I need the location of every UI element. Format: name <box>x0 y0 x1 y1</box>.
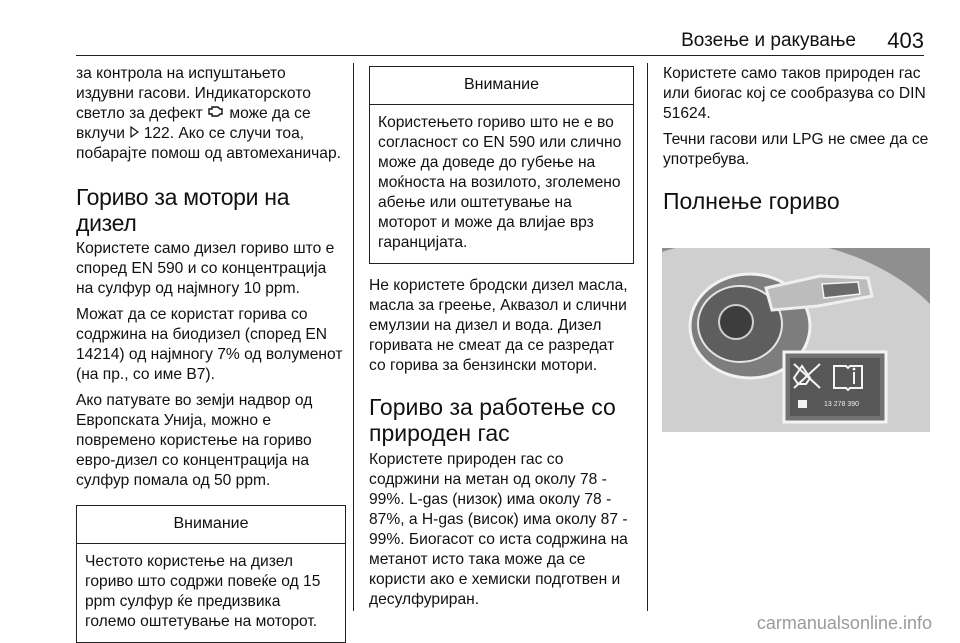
section-title: Возење и ракување <box>681 30 856 51</box>
engine-check-icon <box>207 104 225 124</box>
warning-title: Внимание <box>77 506 345 544</box>
intro-paragraph: за контрола на испуштањето издувни гасови. Индикаторското светло за дефект може да се вклучи 122. Ако се случи тоа, побарајте помош од автомеханичар. <box>76 65 341 163</box>
page-header <box>0 0 960 60</box>
column-divider-1 <box>353 63 354 611</box>
warning-box-1 <box>76 505 346 643</box>
figure-label-icon <box>798 400 807 408</box>
diesel-paragraph-3: Ако патувате во земји надвор од Европската Унија, можно е повремено користење на гориво евро-дизел со концентрација на сулфур помала од 50 ppm. <box>76 392 313 490</box>
column-divider-2 <box>647 63 648 611</box>
lpg-paragraph: Течни гасови или LPG не смее да се употребува. <box>663 131 929 168</box>
fuel-type-label-icon <box>790 358 880 403</box>
triangle-reference-icon <box>129 124 139 144</box>
page-number: 403 <box>887 28 924 53</box>
heading-refueling: Полнење гориво <box>663 188 840 214</box>
warning-text: Честото користење на дизел гориво што содржи повеќе од 15 ppm сулфур ќе предизвика големо оштетување на моторот. <box>85 553 321 631</box>
fuel-filler-figure <box>662 248 930 432</box>
column-2 <box>369 64 634 610</box>
header-divider <box>76 55 924 56</box>
fuel-flap-illustration <box>662 248 930 432</box>
page-reference[interactable]: 122 <box>143 125 170 143</box>
heading-natural-gas: Гориво за работење со природен гас <box>369 394 616 446</box>
warning-box-2 <box>369 66 634 264</box>
natural-gas-paragraph: Користете природен гас со содржини на метан од околу 78 - 99%. L-gas (низок) има околу 78 - 87%, а H-gas (висок) има околу 87 - 99%. Биогасот со иста содржина на метанот исто така може да се користи ако е хемиски подготвен и десулфуриран. <box>369 451 628 608</box>
column-3 <box>663 64 933 214</box>
biogas-paragraph: Користете само таков природен гас или биогас кој се сообразува со DIN 51624. <box>663 65 926 122</box>
watermark: carmanualsonline.info <box>756 613 932 633</box>
figure-id: 13 278 390 <box>824 401 860 408</box>
column-1 <box>76 64 346 643</box>
warning-text: Користењето гориво што не е во согласност со EN 590 или слично може да доведе до губење на моќноста на возилото, зголемено абење или оштетување на моторот и може да влијае врз гаранцијата. <box>378 114 622 251</box>
diesel-paragraph-1: Користете само дизел гориво што е според EN 590 и со концентрација на сулфур од најмногу 10 ppm. <box>76 240 335 298</box>
warning-title: Внимание <box>370 67 633 105</box>
marine-diesel-paragraph: Не користете бродски дизел масла, масла за греење, Аквазол и слични емулзии на дизел и вода. Дизел горивата не смеат да се разредат со горива за бензински мотори. <box>369 277 628 374</box>
diesel-paragraph-2: Можат да се користат горива со содржина на биодизел (според EN 14214) од најмногу 7% од волуменот (на пр., со име B7). <box>76 306 343 384</box>
heading-diesel: Гориво за мотори на дизел <box>76 184 290 237</box>
